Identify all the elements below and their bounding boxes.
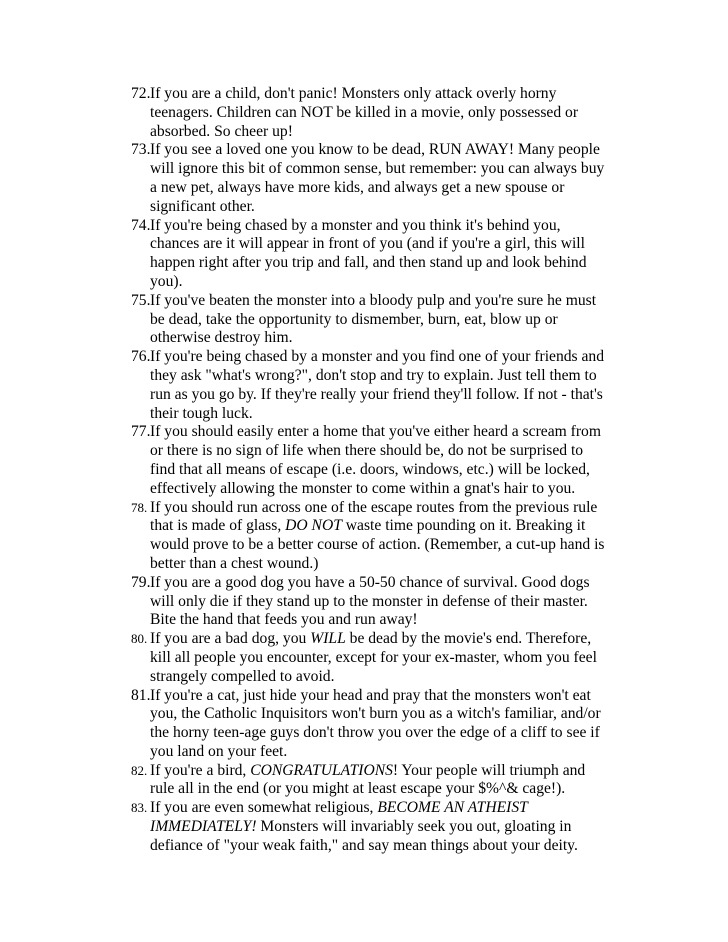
rule-text-line: If you're being chased by a monster and you find one of your friends and xyxy=(150,348,605,366)
rule-text-line: better than a chest wound.) xyxy=(150,554,319,572)
rule-text-line: teenagers. Children can NOT be killed in a movie, only possessed or xyxy=(150,103,579,121)
rule-text-line: they ask "what's wrong?", don't stop and try to explain. Just tell them to xyxy=(150,366,597,384)
rule-text-line: If you see a loved one you know to be dead, RUN AWAY! Many people xyxy=(150,141,600,159)
rule-text-line: you land on your feet. xyxy=(150,742,288,760)
list-item xyxy=(131,423,631,498)
list-item xyxy=(131,348,631,423)
rule-text-line: significant other. xyxy=(150,197,255,215)
rule-text-line: that is made of glass, DO NOT waste time pounding on it. Breaking it xyxy=(150,517,586,535)
rule-text-line: IMMEDIATELY! Monsters will invariably seek you out, gloating in xyxy=(150,818,572,836)
rule-text-line: or there is no sign of life when there should be, do not be surprised to xyxy=(150,442,584,460)
rule-text-line: kill all people you encounter, except for your ex-master, whom you feel xyxy=(150,648,597,666)
rule-text-line: the horny teen-age guys don't throw you over the edge of a cliff to see if xyxy=(150,724,600,742)
rule-text-line: If you are even somewhat religious, BECOME AN ATHEIST xyxy=(150,799,528,817)
rule-text-line: If you should run across one of the escape routes from the previous rule xyxy=(150,498,598,516)
rule-text-line: you, the Catholic Inquisitors won't burn you as a witch's familiar, and/or xyxy=(150,705,601,723)
rule-text-line: will only die if they stand up to the monster in defense of their master. xyxy=(150,592,588,610)
rule-number: 75. xyxy=(131,291,151,309)
rule-number: 73. xyxy=(131,141,151,159)
rule-number: 74. xyxy=(131,216,151,234)
emphasis-text: DO NOT xyxy=(285,517,342,535)
rule-text-line: If you are a good dog you have a 50-50 chance of survival. Good dogs xyxy=(150,573,590,591)
rule-text-line: run as you go by. If they're really your friend they'll follow. If not - that's xyxy=(150,385,603,403)
rule-text-line: a new pet, always have more kids, and always get a new spouse or xyxy=(150,178,565,196)
rule-text-line: chances are it will appear in front of you (and if you're a girl, this will xyxy=(150,235,585,253)
list-item xyxy=(131,687,631,762)
list-item xyxy=(131,799,631,855)
rule-text-line: effectively allowing the monster to come within a gnat's hair to you. xyxy=(150,479,576,497)
emphasis-text: WILL xyxy=(310,630,346,648)
rule-text-line: If you should easily enter a home that you've either heard a scream from xyxy=(150,423,601,441)
rule-number: 83. xyxy=(131,800,148,816)
rule-text-line: If you've beaten the monster into a bloody pulp and you're sure he must xyxy=(150,291,597,309)
rule-list xyxy=(131,85,631,856)
emphasis-text: IMMEDIATELY! xyxy=(150,818,257,836)
rule-text-line: find that all means of escape (i.e. doors, windows, etc.) will be locked, xyxy=(150,460,590,478)
rule-text-line: If you're being chased by a monster and you think it's behind you, xyxy=(150,216,561,234)
rule-number: 76. xyxy=(131,348,151,366)
rule-number: 81. xyxy=(131,686,151,704)
list-item xyxy=(131,141,631,216)
emphasis-text: CONGRATULATIONS xyxy=(250,761,393,779)
rule-text-line: would prove to be a better course of action. (Remember, a cut-up hand is xyxy=(150,536,605,554)
rule-text-line: Bite the hand that feeds you and run away! xyxy=(150,611,418,629)
list-item xyxy=(131,574,631,630)
rule-text-line: If you are a child, don't panic! Monsters only attack overly horny xyxy=(150,85,557,102)
rule-text-line: be dead, take the opportunity to dismember, burn, eat, blow up or xyxy=(150,310,558,328)
list-item xyxy=(131,292,631,348)
rule-number: 82. xyxy=(131,762,148,778)
rule-number: 77. xyxy=(131,423,151,441)
rule-number: 79. xyxy=(131,573,151,591)
list-item xyxy=(131,762,631,800)
rule-text-line: absorbed. So cheer up! xyxy=(150,122,293,140)
rule-text-line: defiance of "your weak faith," and say mean things about your deity. xyxy=(150,836,578,854)
rule-text-line: If you're a bird, CONGRATULATIONS! Your people will triumph and xyxy=(150,761,586,779)
emphasis-text: BECOME AN ATHEIST xyxy=(377,799,528,817)
rule-text-line: happen right after you trip and fall, and then stand up and look behind xyxy=(150,254,587,272)
rule-text-line: their tough luck. xyxy=(150,404,253,422)
list-item xyxy=(131,217,631,292)
rule-text-line: strangely compelled to avoid. xyxy=(150,667,335,685)
rule-text-line: If you are a bad dog, you WILL be dead by the movie's end. Therefore, xyxy=(150,630,592,648)
rule-number: 80. xyxy=(131,631,148,647)
rule-number: 78. xyxy=(131,499,148,515)
list-item xyxy=(131,499,631,574)
rule-text-line: If you're a cat, just hide your head and pray that the monsters won't eat xyxy=(150,686,591,704)
list-item xyxy=(131,85,631,141)
list-item xyxy=(131,630,631,686)
rule-text-line: rule all in the end (or you might at least escape your $%^& cage!). xyxy=(150,780,566,798)
rule-number: 72. xyxy=(131,85,151,102)
rule-text-line: will ignore this bit of common sense, but remember: you can always buy xyxy=(150,160,605,178)
rule-text-line: otherwise destroy him. xyxy=(150,329,293,347)
rule-text-line: you). xyxy=(150,272,183,290)
